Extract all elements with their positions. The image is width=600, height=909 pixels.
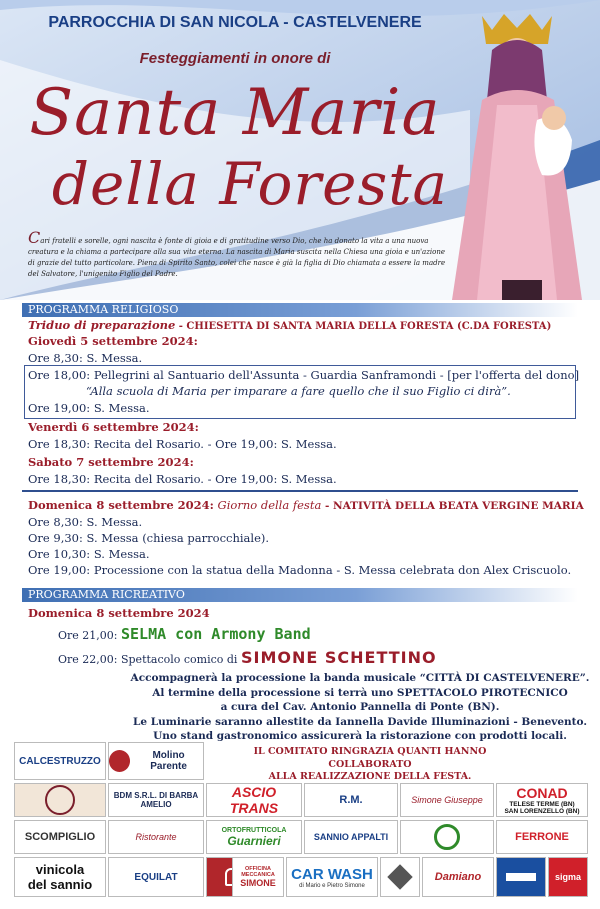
molino-logo xyxy=(109,750,130,772)
note-5: Uno stand gastronomico assicurerà la ristorazione con prodotti locali. xyxy=(153,730,567,742)
intro-paragraph: ari fratelli e sorelle, ogni nascita è fonte di gioia e di gratitudine verso Dio, che ha donato la vita a una nuova creatura e la chiama a partecipare alla sua vita eterna. La nascita di Maria suscita nella Chiesa una gioia e un'azione di grazie del tutto particolare. Piena di Spirito Santo, colei che nasce è già la figlia di Dio chiamata a essere la madre del Salvatore, l'unigenito Figlio del Padre. xyxy=(28,237,446,278)
sponsor-sannio-appalti: SANNIO APPALTI xyxy=(304,820,398,854)
sponsor-equilat: EQUILAT xyxy=(108,857,204,897)
religious-program-heading: PROGRAMMA RELIGIOSO xyxy=(22,303,578,317)
sponsor-damiano: Damiano xyxy=(422,857,494,897)
day2-heading: Venerdì 6 settembre 2024: xyxy=(28,420,199,434)
notes-block xyxy=(130,671,590,744)
feast-line-4: Ore 19,00: Processione con la statua della Madonna - S. Messa celebrata don Alex Criscuolo. xyxy=(28,563,572,577)
parish-name: PARROCCHIA DI SAN NICOLA - CASTELVENERE xyxy=(48,14,422,31)
sponsor-ristorante: Ristorante xyxy=(108,820,204,854)
day3-heading: Sabato 7 settembre 2024: xyxy=(28,455,194,469)
madonna-statue-image xyxy=(442,10,592,300)
recreational-day: Domenica 8 settembre 2024 xyxy=(28,606,210,620)
day1-line-2: Ore 18,00: Pellegrini al Santuario dell'Assunta - Guardia Sanframondi - [per l'offerta del dono] xyxy=(28,368,580,382)
note-4: Le Luminarie saranno allestite da Iannella Davide Illuminazioni - Benevento. xyxy=(133,715,587,728)
event-1-act: SELMA con Armony Band xyxy=(120,625,311,643)
day1-heading: Giovedì 5 settembre 2024: xyxy=(28,334,198,348)
sponsor-badge-icon xyxy=(45,785,75,815)
sponsor-diamond-icon xyxy=(387,864,412,889)
sponsor-ferrone: FERRONE xyxy=(496,820,588,854)
triduo-line xyxy=(28,318,551,332)
note-3: a cura del Cav. Antonio Pannella di Ponte (BN). xyxy=(220,701,500,713)
sponsor-logo-3 xyxy=(380,857,420,897)
sponsor-ring-icon xyxy=(434,824,460,850)
divider xyxy=(22,490,578,492)
sponsor-guarnieri: ORTOFRUTTICOLA Guarnieri xyxy=(206,820,302,854)
sponsor-sigma: sigma xyxy=(548,857,588,897)
thanks-line-2: ALLA REALIZZAZIONE DELLA FESTA. xyxy=(268,771,472,782)
feast-line-3: Ore 10,30: S. Messa. xyxy=(28,547,150,561)
sponsor-logo-1 xyxy=(14,783,106,817)
feast-title: - NATIVITÀ DELLA BEATA VERGINE MARIA xyxy=(321,500,584,512)
sponsor-officina-simone: OFFICINA MECCANICA SIMONE xyxy=(232,857,284,897)
feast-line-1: Ore 8,30: S. Messa. xyxy=(28,515,143,529)
day3-line-1: Ore 18,30: Recita del Rosario. - Ore 19,00: S. Messa. xyxy=(28,472,337,486)
sponsor-car-wash: CAR WASH di Mario e Pietro Simone xyxy=(286,857,378,897)
event-subtitle: Festeggiamenti in onore di xyxy=(139,50,331,67)
triduo-label: Triduo di preparazione xyxy=(28,318,176,332)
thanks-block xyxy=(220,746,520,784)
sponsor-logo-2 xyxy=(400,820,494,854)
sponsor-ascio-trans: ASCIO TRANS xyxy=(206,783,302,817)
intro-dropcap: C xyxy=(28,228,41,247)
event-1 xyxy=(58,625,311,643)
sponsor-rm: R.M. xyxy=(304,783,398,817)
event-2-time: Ore 22,00: Spettacolo comico di xyxy=(58,653,238,666)
note-1: Accompagnerà la processione la banda musicale “CITTÀ DI CASTELVENERE”. xyxy=(130,672,590,684)
title-line-1: Santa Maria xyxy=(29,76,441,150)
sponsor-simone-giuseppe: Simone Giuseppe xyxy=(400,783,494,817)
event-1-time: Ore 21,00: xyxy=(58,629,118,642)
sponsor-conad: CONAD TELESE TERME (BN) SAN LORENZELLO (BN) xyxy=(496,783,588,817)
day1-quote: “Alla scuola di Maria per imparare a fare quello che il suo Figlio ci dirà”. xyxy=(86,384,511,398)
title-line-2: della Foresta xyxy=(51,150,449,218)
feast-label: Giorno della festa xyxy=(213,498,322,512)
thanks-line-1: IL COMITATO RINGRAZIA QUANTI HANNO COLLABORATO xyxy=(253,746,487,770)
feast-heading xyxy=(28,498,584,512)
day1-line-1: Ore 8,30: S. Messa. xyxy=(28,351,143,365)
intro-text xyxy=(28,228,448,280)
day2-line-1: Ore 18,30: Recita del Rosario. - Ore 19,00: S. Messa. xyxy=(28,437,337,451)
recreational-program-heading: PROGRAMMA RICREATIVO xyxy=(22,588,578,602)
sponsor-bar-icon xyxy=(506,873,536,881)
sponsor-scompiglio: SCOMPIGLIO xyxy=(14,820,106,854)
sponsor-molino-parente: Molino Parente xyxy=(108,742,204,780)
feast-line-2: Ore 9,30: S. Messa (chiesa parrocchiale). xyxy=(28,531,270,545)
sponsor-bdm: BDM S.R.L. DI BARBA AMELIO xyxy=(108,783,204,817)
event-2 xyxy=(58,648,437,667)
sponsor-logo-4 xyxy=(496,857,546,897)
day1-line-3: Ore 19,00: S. Messa. xyxy=(28,401,150,415)
sponsor-vinicola: vinicola del sannio xyxy=(14,857,106,897)
sponsor-calcestruzzo: CALCESTRUZZO xyxy=(14,742,106,780)
note-2: Al termine della processione si terrà uno SPETTACOLO PIROTECNICO xyxy=(152,686,568,699)
triduo-place: - CHIESETTA DI SANTA MARIA DELLA FORESTA (C.DA FORESTA) xyxy=(175,321,552,332)
event-2-act: SIMONE SCHETTINO xyxy=(240,648,437,667)
feast-day: Domenica 8 settembre 2024: xyxy=(28,498,214,512)
